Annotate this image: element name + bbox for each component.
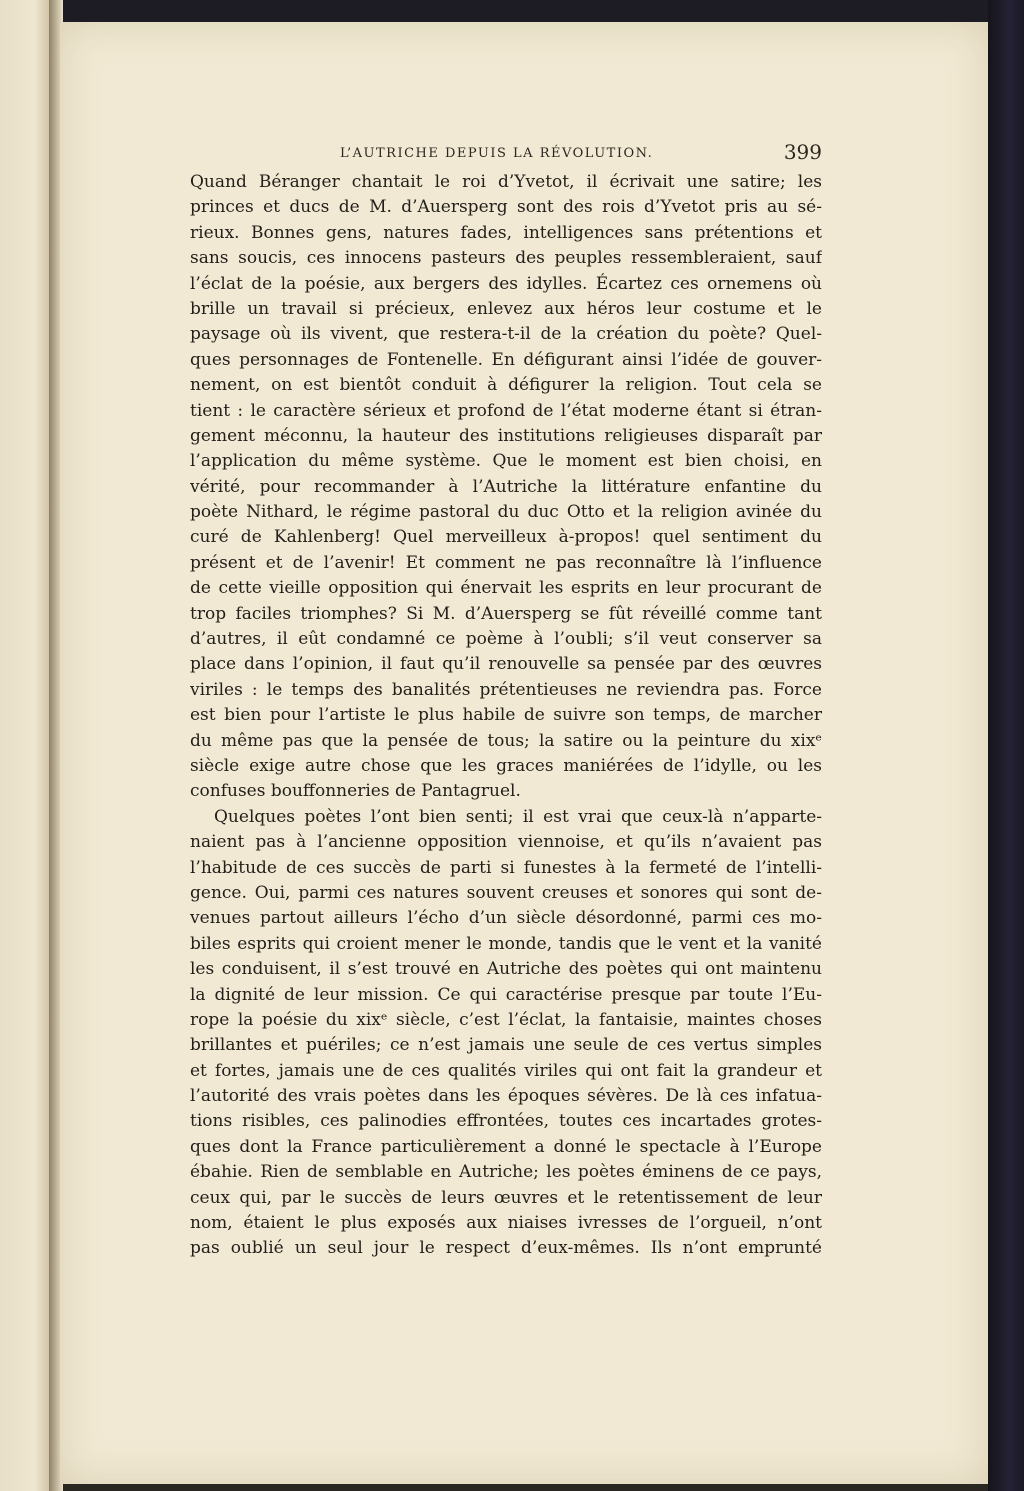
text-line: biles esprits qui croient mener le monde, tandis que le vent et la vanité xyxy=(190,933,822,954)
facing-page-edge xyxy=(0,0,51,1491)
text-line: l’éclat de la poésie, aux bergers des idylles. Écartez ces ornemens où xyxy=(190,273,822,294)
text-line: et fortes, jamais une de ces qualités viriles qui ont fait la grandeur et xyxy=(190,1060,822,1081)
text-line: brille un travail si précieux, enlevez aux héros leur costume et le xyxy=(190,298,822,319)
text-line: siècle exige autre chose que les graces maniérées de l’idylle, ou les xyxy=(190,755,822,776)
text-line: d’autres, il eût condamné ce poème à l’oubli; s’il veut conserver sa xyxy=(190,629,822,650)
text-line: venues partout ailleurs l’écho d’un siècle désordonné, parmi ces mo- xyxy=(190,908,822,929)
text-line: tient : le caractère sérieux et profond de l’état moderne étant si étran- xyxy=(190,400,822,421)
text-line: Quand Béranger chantait le roi d’Yvetot, il écrivait une satire; les xyxy=(190,172,822,192)
text-line: trop faciles triomphes? Si M. d’Auersperg se fût réveillé comme tant xyxy=(190,603,822,624)
text-line: nom, étaient le plus exposés aux niaises ivresses de l’orgueil, n’ont xyxy=(190,1213,822,1234)
text-line: du même pas que la pensée de tous; la satire ou la peinture du xixᵉ xyxy=(190,730,822,751)
scan-background-right xyxy=(988,0,1024,1491)
text-line: sans soucis, ces innocens pasteurs des peuples ressembleraient, sauf xyxy=(190,248,822,269)
text-line: présent et de l’avenir! Et comment ne pas reconnaître là l’influence xyxy=(190,552,822,573)
text-line: gement méconnu, la hauteur des institutions religieuses disparaît par xyxy=(190,425,822,446)
text-line: naient pas à l’ancienne opposition viennoise, et qu’ils n’avaient pas xyxy=(190,832,822,853)
text-line: brillantes et puériles; ce n’est jamais une seule de ces vertus simples xyxy=(190,1035,822,1056)
text-line: paysage où ils vivent, que restera-t-il de la création du poète? Quel- xyxy=(190,324,822,345)
paragraph-end-line: confuses bouffonneries de Pantagruel. xyxy=(190,781,521,802)
text-line: ébahie. Rien de semblable en Autriche; les poètes éminens de ce pays, xyxy=(190,1162,822,1183)
text-line: pas oublié un seul jour le respect d’eux-mêmes. Ils n’ont emprunté xyxy=(190,1238,822,1259)
text-line: princes et ducs de M. d’Auersperg sont des rois d’Yvetot pris au sé- xyxy=(190,197,822,218)
text-line: curé de Kahlenberg! Quel merveilleux à-propos! quel sentiment du xyxy=(190,527,822,548)
text-line: ques dont la France particulièrement a donné le spectacle à l’Europe xyxy=(190,1136,822,1157)
text-line: place dans l’opinion, il faut qu’il renouvelle sa pensée par des œuvres xyxy=(190,654,822,675)
text-line: gence. Oui, parmi ces natures souvent creuses et sonores qui sont de- xyxy=(190,882,822,903)
text-line: l’application du même système. Que le moment est bien choisi, en xyxy=(190,451,822,472)
page-number: 399 xyxy=(783,140,822,164)
text-line: la dignité de leur mission. Ce qui caractérise presque par toute l’Eu- xyxy=(190,984,822,1005)
running-head xyxy=(190,140,822,170)
text-line: les conduisent, il s’est trouvé en Autriche des poètes qui ont maintenu xyxy=(190,959,822,980)
text-line: viriles : le temps des banalités prétentieuses ne reviendra pas. Force xyxy=(190,679,822,700)
text-line: l’autorité des vrais poètes dans les époques sévères. De là ces infatua- xyxy=(190,1086,822,1107)
running-title: L’AUTRICHE DEPUIS LA RÉVOLUTION. xyxy=(340,146,654,161)
text-line: poète Nithard, le régime pastoral du duc Otto et la religion avinée du xyxy=(190,502,822,523)
text-line: nement, on est bientôt conduit à défigurer la religion. Tout cela se xyxy=(190,375,822,396)
text-line: rope la poésie du xixᵉ siècle, c’est l’éclat, la fantaisie, maintes choses xyxy=(190,1009,822,1030)
paragraph-start-line: Quelques poètes l’ont bien senti; il est vrai que ceux-là n’apparte- xyxy=(214,806,822,827)
text-line: ceux qui, par le succès de leurs œuvres et le retentissement de leur xyxy=(190,1187,822,1208)
text-line: rieux. Bonnes gens, natures fades, intelligences sans prétentions et xyxy=(190,222,822,243)
text-line: de cette vieille opposition qui énervait les esprits en leur procurant de xyxy=(190,578,822,599)
text-line: est bien pour l’artiste le plus habile de suivre son temps, de marcher xyxy=(190,705,822,726)
body-text xyxy=(190,170,822,1262)
text-line: ques personnages de Fontenelle. En défigurant ainsi l’idée de gouver- xyxy=(190,349,822,370)
text-line: vérité, pour recommander à l’Autriche la littérature enfantine du xyxy=(190,476,822,497)
scan-background-top xyxy=(60,0,990,22)
text-line: tions risibles, ces palinodies effrontées, toutes ces incartades grotes- xyxy=(190,1111,822,1132)
text-line: l’habitude de ces succès de parti si funestes à la fermeté de l’intelli- xyxy=(190,857,822,878)
